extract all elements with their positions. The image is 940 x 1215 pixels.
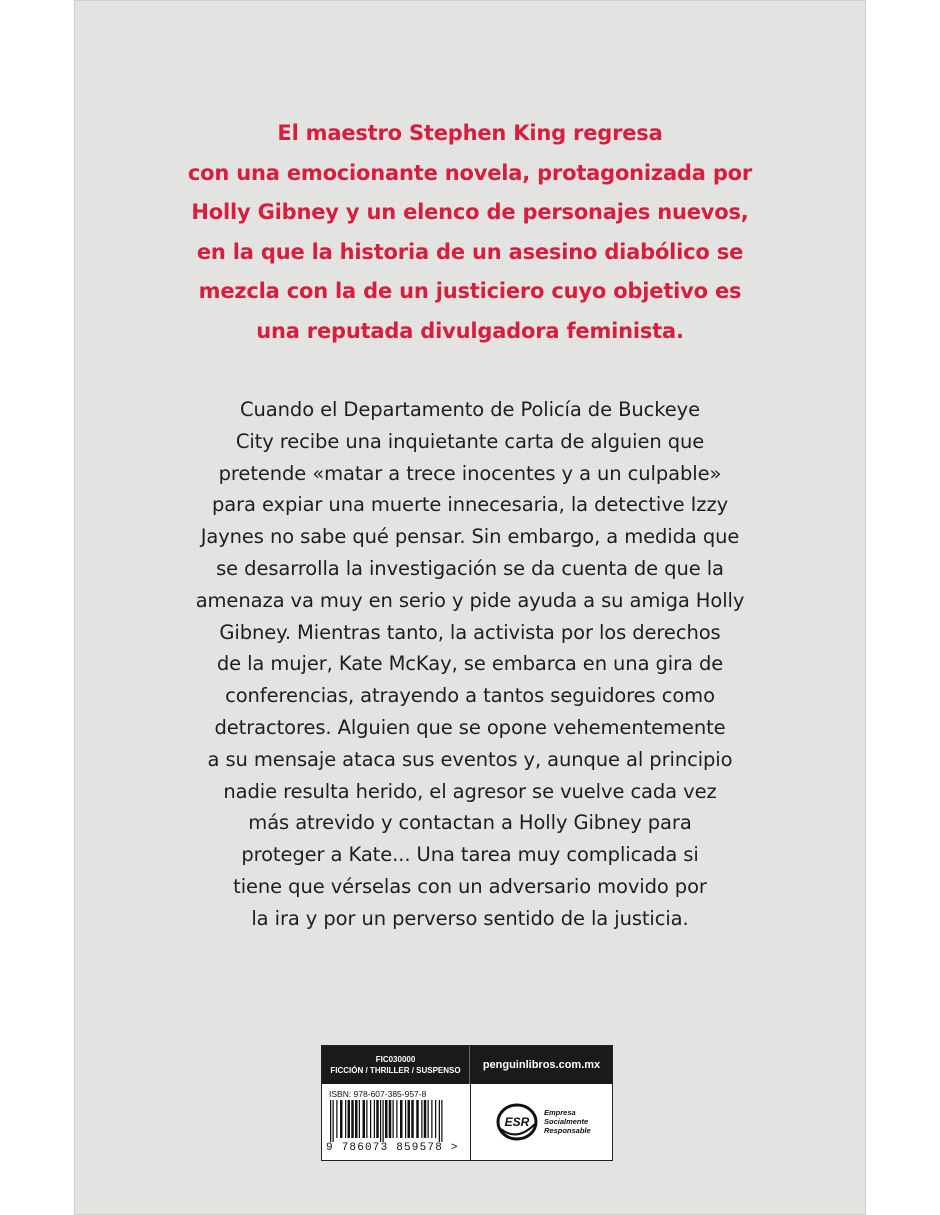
barcode-bar — [330, 1100, 331, 1142]
synopsis-line: detractores. Alguien que se opone vehementemente — [214, 715, 726, 739]
barcode-bar — [336, 1100, 337, 1138]
blurb-line: en la que la historia de un asesino diabólico se — [196, 239, 744, 264]
esr-label — [544, 1108, 591, 1135]
synopsis-line: amenaza va muy en serio y pide ayuda a su amiga Holly — [195, 588, 745, 612]
barcode-bar — [366, 1100, 367, 1138]
barcode-icon — [330, 1100, 462, 1142]
barcode-bar — [421, 1100, 422, 1138]
barcode-bar — [408, 1100, 411, 1138]
category-box — [322, 1046, 470, 1084]
synopsis-line: proteger a Kate... Una tarea muy complicada si — [241, 843, 699, 867]
info-header — [322, 1046, 612, 1084]
blurb-line: Holly Gibney y un elenco de personajes nuevos, — [191, 200, 749, 224]
blurb-line: con una emocionante novela, protagonizada por — [187, 160, 753, 185]
blurb-line: El maestro Stephen King regresa — [277, 121, 663, 145]
synopsis-line: de la mujer, Kate McKay, se embarca en una gira de — [216, 652, 724, 676]
publisher-info-block — [321, 1045, 613, 1161]
barcode-bar — [439, 1100, 440, 1142]
barcode-bar — [435, 1100, 436, 1138]
barcode-digits: 9 786073 859578 > — [326, 1142, 459, 1154]
esr-line: Responsable — [544, 1126, 591, 1135]
synopsis-line: nadie resulta herido, el agresor se vuelve cada vez — [223, 779, 717, 803]
barcode-bar — [351, 1100, 354, 1138]
barcode-bar — [333, 1100, 334, 1142]
blurb-line: una reputada divulgadora feminista. — [256, 318, 684, 343]
synopsis-line: tiene que vérselas con un adversario movido por — [233, 874, 707, 898]
barcode-bar — [400, 1100, 403, 1138]
barcode-bar — [355, 1100, 358, 1138]
barcode-bar — [393, 1100, 394, 1138]
esr-logo-text: ESR — [504, 1115, 530, 1129]
barcode-bar — [345, 1100, 346, 1138]
isbn-label: ISBN: 978-607-385-957-8 — [329, 1089, 427, 1099]
barcode-bar — [389, 1100, 392, 1138]
barcode-bar — [396, 1100, 397, 1138]
barcode-bar — [416, 1100, 419, 1138]
esr-line: Empresa — [544, 1108, 576, 1117]
barcode-bar — [370, 1100, 371, 1138]
barcode-bar — [441, 1100, 442, 1142]
publisher-website: penguinlibros.com.mx — [482, 1059, 601, 1071]
synopsis-line: a su mensaje ataca sus eventos y, aunque al principio — [207, 747, 733, 771]
esr-line: Socialmente — [544, 1117, 589, 1126]
barcode-bar — [411, 1100, 414, 1138]
blurb-line: mezcla con la de un justiciero cuyo objetivo es — [198, 279, 742, 303]
synopsis-line: Cuando el Departamento de Policía de Buckeye — [240, 398, 700, 421]
esr-area — [471, 1084, 612, 1160]
synopsis-line: conferencias, atrayendo a tantos seguidores como — [225, 684, 715, 708]
barcode-bar — [359, 1100, 360, 1138]
esr-logo-icon — [495, 1102, 539, 1142]
barcode-bar — [385, 1100, 388, 1138]
synopsis-line: la ira y por un perverso sentido de la justicia. — [251, 906, 689, 930]
barcode-bar — [431, 1100, 432, 1138]
synopsis-line: Gibney. Mientras tanto, la activista por los derechos — [219, 620, 721, 644]
barcode-bar — [424, 1100, 427, 1138]
category-code: FIC030000 — [375, 1055, 416, 1064]
synopsis-line: City recibe una inquietante carta de alguien que — [235, 429, 705, 453]
barcode-bar — [383, 1100, 384, 1142]
synopsis-line: se desarrolla la investigación se da cuenta de que la — [216, 556, 724, 580]
blurb — [74, 114, 866, 351]
synopsis — [74, 394, 866, 935]
synopsis-line: más atrevido y contactan a Holly Gibney para — [248, 811, 692, 835]
synopsis-line: para expiar una muerte innecesaria, la detective Izzy — [211, 493, 729, 517]
barcode-bar — [376, 1100, 379, 1138]
barcode-bar — [348, 1100, 351, 1138]
barcode-bar — [380, 1100, 381, 1142]
barcode-bar — [340, 1100, 343, 1138]
barcode-area — [322, 1084, 471, 1160]
category-label: FICCIÓN / THRILLER / SUSPENSO — [330, 1066, 461, 1075]
barcode-bar — [428, 1100, 429, 1138]
barcode-bar — [374, 1100, 375, 1138]
barcode-bar — [405, 1100, 406, 1138]
synopsis-line: Jaynes no sabe qué pensar. Sin embargo, a medida que — [200, 525, 740, 549]
synopsis-line: pretende «matar a trece inocentes y a un culpable» — [218, 461, 722, 485]
barcode-bar — [363, 1100, 366, 1138]
